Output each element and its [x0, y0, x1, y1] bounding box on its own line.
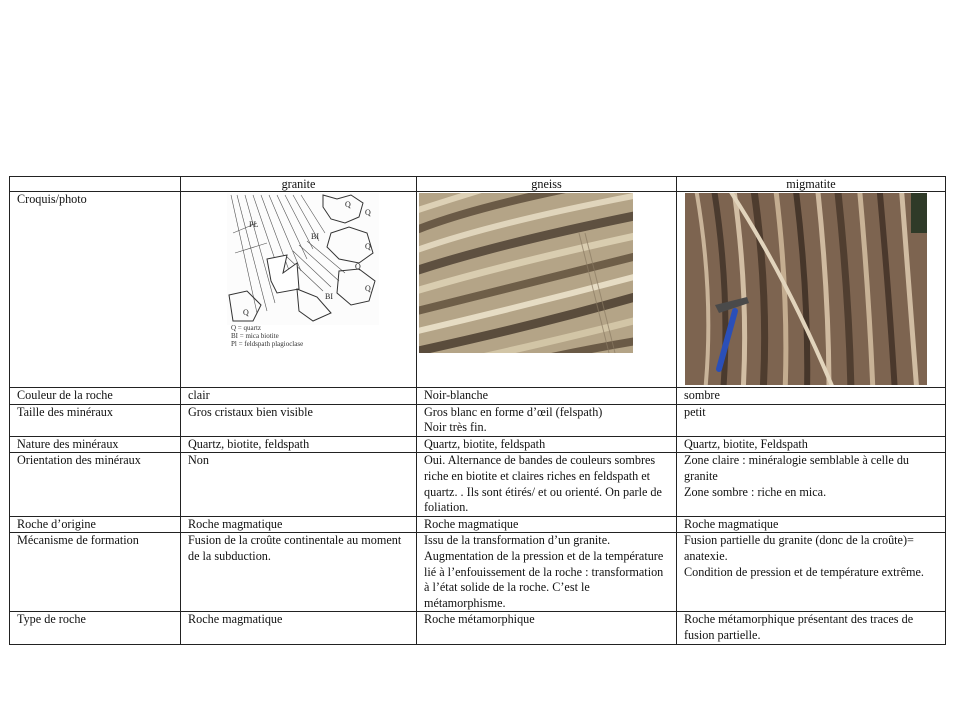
rock-comparison-table	[9, 176, 946, 645]
migmatite-origine: Roche magmatique	[677, 516, 946, 533]
gneiss-taille-line-1: Gros blanc en forme d’œil (felspath)	[424, 404, 603, 419]
gneiss-orientation: Oui. Alternance de bandes de couleurs sombres riche en biotite et claires riches en feldspath et quartz. . Ils sont étirés/ et ou orienté. On parle de foliation.	[417, 453, 677, 516]
legend-plagioclase: Pl = feldspath plagioclase	[231, 339, 304, 348]
sketch-label-q5: Q	[365, 284, 371, 293]
migmatite-orientation-line-1: Zone claire : minéralogie semblable à celle du granite	[684, 453, 910, 483]
gneiss-photo-cell	[417, 192, 677, 388]
migmatite-photo-cell	[677, 192, 946, 388]
granite-sketch	[227, 193, 379, 348]
migmatite-taille: petit	[677, 404, 946, 436]
row-mecanisme	[10, 533, 946, 612]
gneiss-mecanisme: Issu de la transformation d’un granite. Augmentation de la pression et de la température lié à l’enfouissement de la roche : transformation à l’état solide de la roche. C’est le métamorphisme.	[417, 533, 677, 612]
granite-taille: Gros cristaux bien visible	[181, 404, 417, 436]
gneiss-couleur: Noir-blanche	[417, 388, 677, 405]
label-type: Type de roche	[10, 612, 181, 644]
sketch-label-q1: Q	[345, 200, 351, 209]
migmatite-orientation	[677, 453, 946, 516]
header-row	[10, 177, 946, 192]
gneiss-photo	[419, 193, 633, 353]
label-orientation: Orientation des minéraux	[10, 453, 181, 516]
label-mecanisme: Mécanisme de formation	[10, 533, 181, 612]
migmatite-couleur: sombre	[677, 388, 946, 405]
migmatite-mecanisme-line-2: Condition de pression et de température extrême.	[684, 564, 924, 579]
photo-row-label: Croquis/photo	[10, 192, 181, 388]
label-taille: Taille des minéraux	[10, 404, 181, 436]
sketch-legend	[231, 324, 379, 348]
granite-mecanisme: Fusion de la croûte continentale au moment de la subduction.	[181, 533, 417, 612]
granite-origine: Roche magmatique	[181, 516, 417, 533]
header-granite: granite	[181, 177, 417, 192]
header-gneiss: gneiss	[417, 177, 677, 192]
sketch-label-q2: Q	[365, 208, 371, 217]
label-nature: Nature des minéraux	[10, 436, 181, 453]
sketch-label-q3: Q	[365, 242, 371, 251]
gneiss-type: Roche métamorphique	[417, 612, 677, 644]
row-orientation	[10, 453, 946, 516]
granite-sketch-drawing	[227, 193, 379, 325]
row-couleur	[10, 388, 946, 405]
gneiss-taille	[417, 404, 677, 436]
legend-quartz: Q = quartz	[231, 323, 261, 332]
migmatite-mecanisme	[677, 533, 946, 612]
gneiss-nature: Quartz, biotite, feldspath	[417, 436, 677, 453]
migmatite-mecanisme-line-1: Fusion partielle du granite (donc de la croûte)= anatexie.	[684, 533, 914, 563]
migmatite-nature: Quartz, biotite, Feldspath	[677, 436, 946, 453]
sketch-label-pl: PL	[249, 220, 259, 229]
gneiss-origine: Roche magmatique	[417, 516, 677, 533]
row-origine	[10, 516, 946, 533]
migmatite-photo	[685, 193, 927, 385]
header-empty	[10, 177, 181, 192]
label-couleur: Couleur de la roche	[10, 388, 181, 405]
sketch-label-q4: Q	[355, 262, 361, 271]
sketch-label-bi-bottom: BI	[325, 292, 333, 301]
granite-sketch-cell	[181, 192, 417, 388]
granite-couleur: clair	[181, 388, 417, 405]
label-origine: Roche d’origine	[10, 516, 181, 533]
row-type	[10, 612, 946, 644]
photo-row	[10, 192, 946, 388]
granite-type: Roche magmatique	[181, 612, 417, 644]
row-nature	[10, 436, 946, 453]
row-taille	[10, 404, 946, 436]
granite-orientation: Non	[181, 453, 417, 516]
migmatite-orientation-line-2: Zone sombre : riche en mica.	[684, 484, 827, 499]
legend-biotite: BI = mica biotite	[231, 331, 279, 340]
granite-nature: Quartz, biotite, feldspath	[181, 436, 417, 453]
sketch-label-q6: Q	[243, 308, 249, 317]
migmatite-type: Roche métamorphique présentant des traces de fusion partielle.	[677, 612, 946, 644]
sketch-label-bi-top: BI	[311, 232, 319, 241]
header-migmatite: migmatite	[677, 177, 946, 192]
gneiss-taille-line-2: Noir très fin.	[424, 420, 487, 435]
